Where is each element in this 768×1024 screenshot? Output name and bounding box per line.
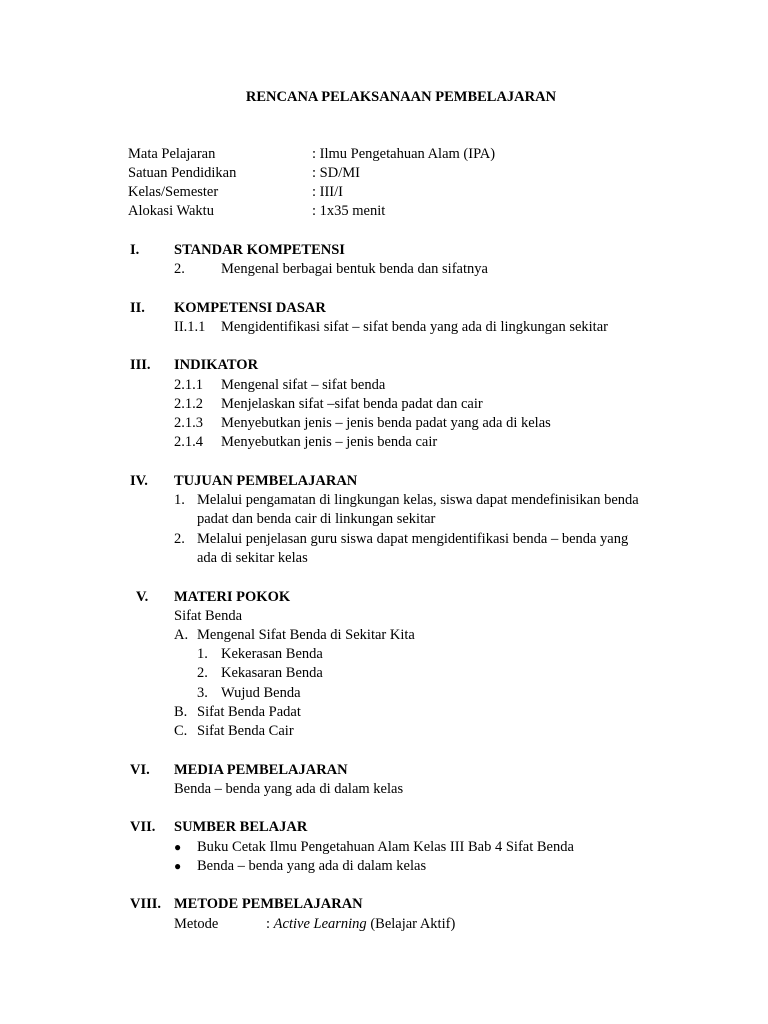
item-number: II.1.1	[174, 319, 206, 335]
bullet-icon: ●	[174, 859, 182, 873]
section-number: IV.	[130, 473, 148, 489]
info-value-class: : III/I	[312, 184, 343, 200]
info-value-subject: : Ilmu Pengetahuan Alam (IPA)	[312, 146, 496, 162]
bullet-text: Buku Cetak Ilmu Pengetahuan Alam Kelas III Bab 4 Sifat Benda	[197, 839, 574, 855]
item-text: Sifat Benda Padat	[197, 704, 301, 720]
section-number: VII.	[130, 819, 156, 835]
item-text: Menjelaskan sifat –sifat benda padat dan cair	[221, 396, 483, 412]
section-number: II.	[130, 300, 145, 316]
method-value	[266, 915, 455, 934]
info-label-unit: Satuan Pendidikan	[128, 165, 237, 181]
item-text: Menyebutkan jenis – jenis benda padat yang ada di kelas	[221, 415, 551, 431]
section-number: VI.	[130, 762, 150, 778]
method-name-italic: Active Learning	[273, 916, 367, 932]
subitem-text: Kekasaran Benda	[221, 665, 323, 681]
section-heading: SUMBER BELAJAR	[174, 819, 308, 835]
section-heading: METODE PEMBELAJARAN	[174, 896, 363, 912]
section-intro: Sifat Benda	[174, 608, 243, 624]
item-number: 2.1.3	[174, 415, 203, 431]
item-number: 2.	[174, 531, 185, 547]
subitem-number: 3.	[197, 685, 208, 701]
subitem-number: 1.	[197, 646, 208, 662]
item-text: Melalui penjelasan guru siswa dapat mengidentifikasi benda – benda yang	[197, 531, 629, 547]
item-text: Mengenal sifat – sifat benda	[221, 377, 386, 393]
subitem-number: 2.	[197, 665, 208, 681]
info-label-class: Kelas/Semester	[128, 184, 219, 200]
section-number: V.	[136, 589, 149, 605]
bullet-text: Benda – benda yang ada di dalam kelas	[197, 858, 427, 874]
method-colon: :	[266, 916, 271, 932]
item-text: Mengenal Sifat Benda di Sekitar Kita	[197, 627, 415, 643]
item-text: Sifat Benda Cair	[197, 723, 294, 739]
section-heading: INDIKATOR	[174, 357, 259, 373]
section-number: VIII.	[130, 896, 162, 912]
section-heading: KOMPETENSI DASAR	[174, 300, 326, 316]
info-value-time: : 1x35 menit	[312, 203, 386, 219]
info-label-subject: Mata Pelajaran	[128, 146, 216, 162]
item-letter: C.	[174, 723, 188, 739]
item-number: 2.1.2	[174, 396, 203, 412]
section-heading: STANDAR KOMPETENSI	[174, 242, 345, 258]
item-text-continued: padat dan benda cair di linkungan sekitar	[197, 511, 436, 527]
method-label: Metode	[174, 916, 219, 932]
item-number: 1.	[174, 492, 185, 508]
item-letter: A.	[174, 627, 189, 643]
item-text: Menyebutkan jenis – jenis benda cair	[221, 434, 438, 450]
subitem-text: Kekerasan Benda	[221, 646, 323, 662]
item-text: Mengenal berbagai bentuk benda dan sifatnya	[221, 261, 488, 277]
info-label-time: Alokasi Waktu	[128, 203, 214, 219]
info-value-unit: : SD/MI	[312, 165, 360, 181]
section-number: I.	[130, 242, 140, 258]
section-text: Benda – benda yang ada di dalam kelas	[174, 781, 404, 797]
section-heading: TUJUAN PEMBELAJARAN	[174, 473, 358, 489]
item-number: 2.1.1	[174, 377, 203, 393]
item-number: 2.1.4	[174, 434, 203, 450]
section-number: III.	[130, 357, 151, 373]
section-heading: MATERI POKOK	[174, 589, 291, 605]
item-letter: B.	[174, 704, 188, 720]
method-translation: (Belajar Aktif)	[370, 916, 456, 932]
document-title: RENCANA PELAKSANAAN PEMBELAJARAN	[245, 89, 557, 105]
section-heading: MEDIA PEMBELAJARAN	[174, 762, 348, 778]
bullet-icon: ●	[174, 840, 182, 854]
item-number: 2.	[174, 261, 185, 277]
item-text: Mengidentifikasi sifat – sifat benda yang ada di lingkungan sekitar	[221, 319, 608, 335]
item-text: Melalui pengamatan di lingkungan kelas, siswa dapat mendefinisikan benda	[197, 492, 639, 508]
subitem-text: Wujud Benda	[221, 685, 301, 701]
item-text-continued: ada di sekitar kelas	[197, 550, 308, 566]
